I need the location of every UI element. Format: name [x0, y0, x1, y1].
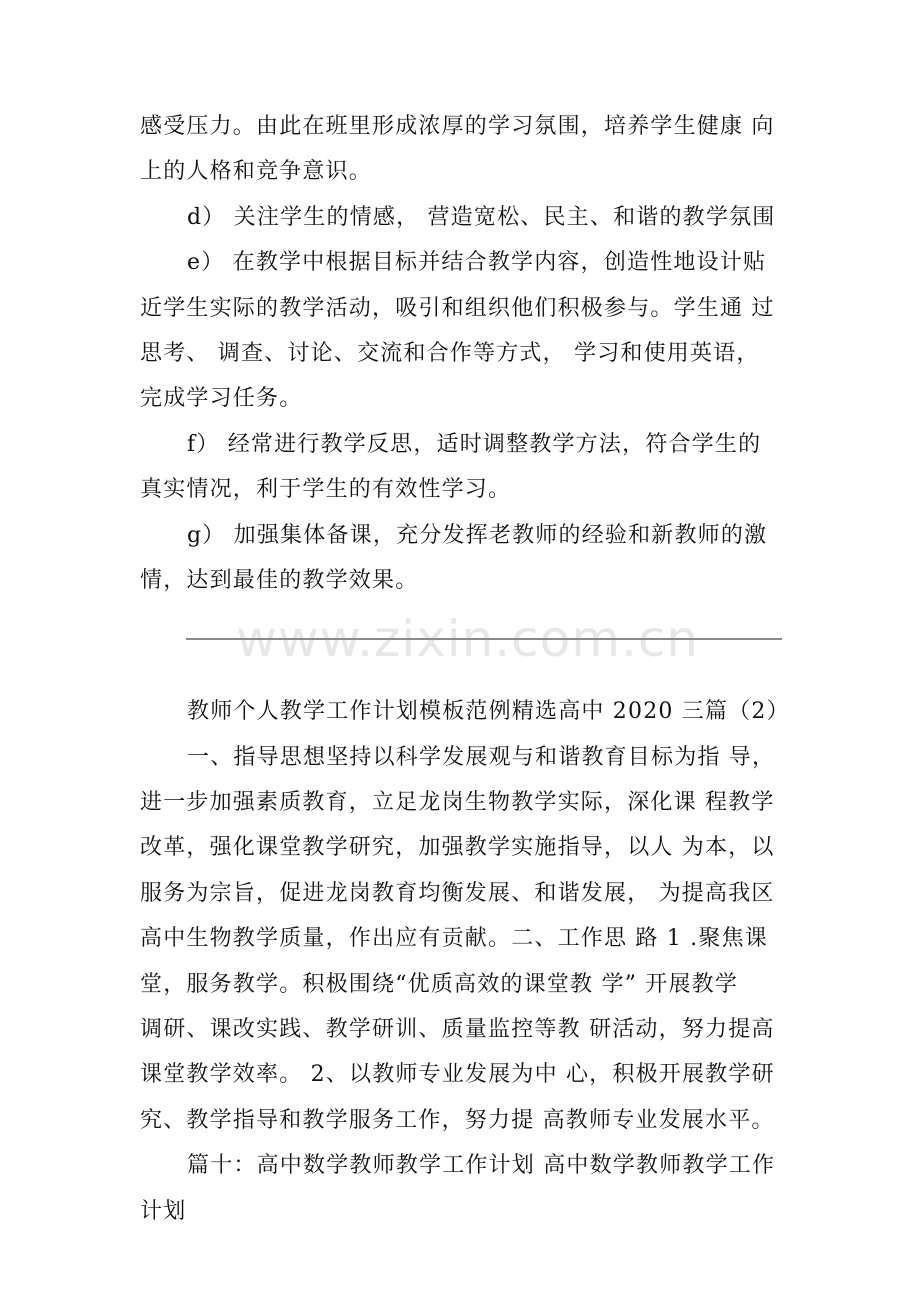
text-line: 课堂教学效率。 2、以教师专业发展为中 心，积极开展教学研: [140, 1062, 775, 1088]
text-line: d） 关注学生的情感， 营造宽松、民主、和谐的教学氛围: [187, 204, 776, 230]
text-line: 究、教学指导和教学服务工作，努力提 高教师专业发展水平。: [140, 1107, 775, 1133]
divider-line: [186, 638, 782, 640]
list-item-f: [140, 422, 785, 513]
text-line: 进一步加强素质教育，立足龙岗生物教学实际，深化课 程教学: [140, 790, 775, 816]
text-line: f） 经常进行教学反思，适时调整教学方法，符合学生的: [187, 431, 762, 457]
paragraph-guiding-ideology: [140, 735, 785, 1144]
text-line: 高中生物教学质量，作出应有贡献。二、工作思 路 1 .聚焦课: [140, 926, 768, 952]
watermark: www.zixin.com.cn: [236, 610, 700, 669]
text-line: g） 加强集体备课，充分发挥老教师的经验和新教师的激: [187, 522, 768, 548]
text-line: 情，达到最佳的教学效果。: [140, 567, 419, 593]
text-line: 上的人格和竞争意识。: [140, 159, 373, 185]
text-line: 计划: [140, 1198, 187, 1224]
text-line: 完成学习任务。: [140, 386, 303, 412]
section-title: [140, 689, 790, 734]
text-line: 一、指导思想坚持以科学发展观与和谐教育目标为指 导，: [187, 744, 776, 770]
paragraph-atmosphere: [140, 104, 785, 195]
section-heading: 教师个人教学工作计划模板范例精选高中 2020 三篇（2）: [187, 699, 790, 725]
list-item-g: [140, 513, 785, 604]
text-line: e） 在教学中根据目标并结合教学内容，创造性地设计贴: [187, 250, 767, 276]
text-line: 篇十：高中数学教师教学工作计划 高中数学教师教学工作: [187, 1153, 776, 1179]
text-line: 感受压力。由此在班里形成浓厚的学习氛围，培养学生健康 向: [140, 114, 775, 139]
text-line: 真实情况，利于学生的有效性学习。: [140, 477, 512, 503]
text-line: 近学生实际的教学活动，吸引和组织他们积极参与。学生通 过: [140, 295, 775, 321]
section-divider: [140, 603, 785, 689]
list-item-e: [140, 240, 785, 422]
paragraph-chapter-ten: [140, 1143, 785, 1234]
text-line: 堂，服务教学。积极围绕“优质高效的课堂教 学” 开展教学: [140, 971, 739, 997]
document-body: [140, 104, 790, 1234]
list-item-d: [140, 195, 785, 240]
text-line: 调研、课改实践、教学研训、质量监控等教 研活动，努力提高: [140, 1017, 775, 1043]
text-line: 服务为宗旨，促进龙岗教育均衡发展、和谐发展， 为提高我区: [140, 880, 775, 906]
text-line: 改革，强化课堂教学研究，加强教学实施指导，以人 为本，以: [140, 835, 775, 861]
text-line: 思考、 调查、讨论、交流和合作等方式， 学习和使用英语，: [140, 340, 760, 366]
